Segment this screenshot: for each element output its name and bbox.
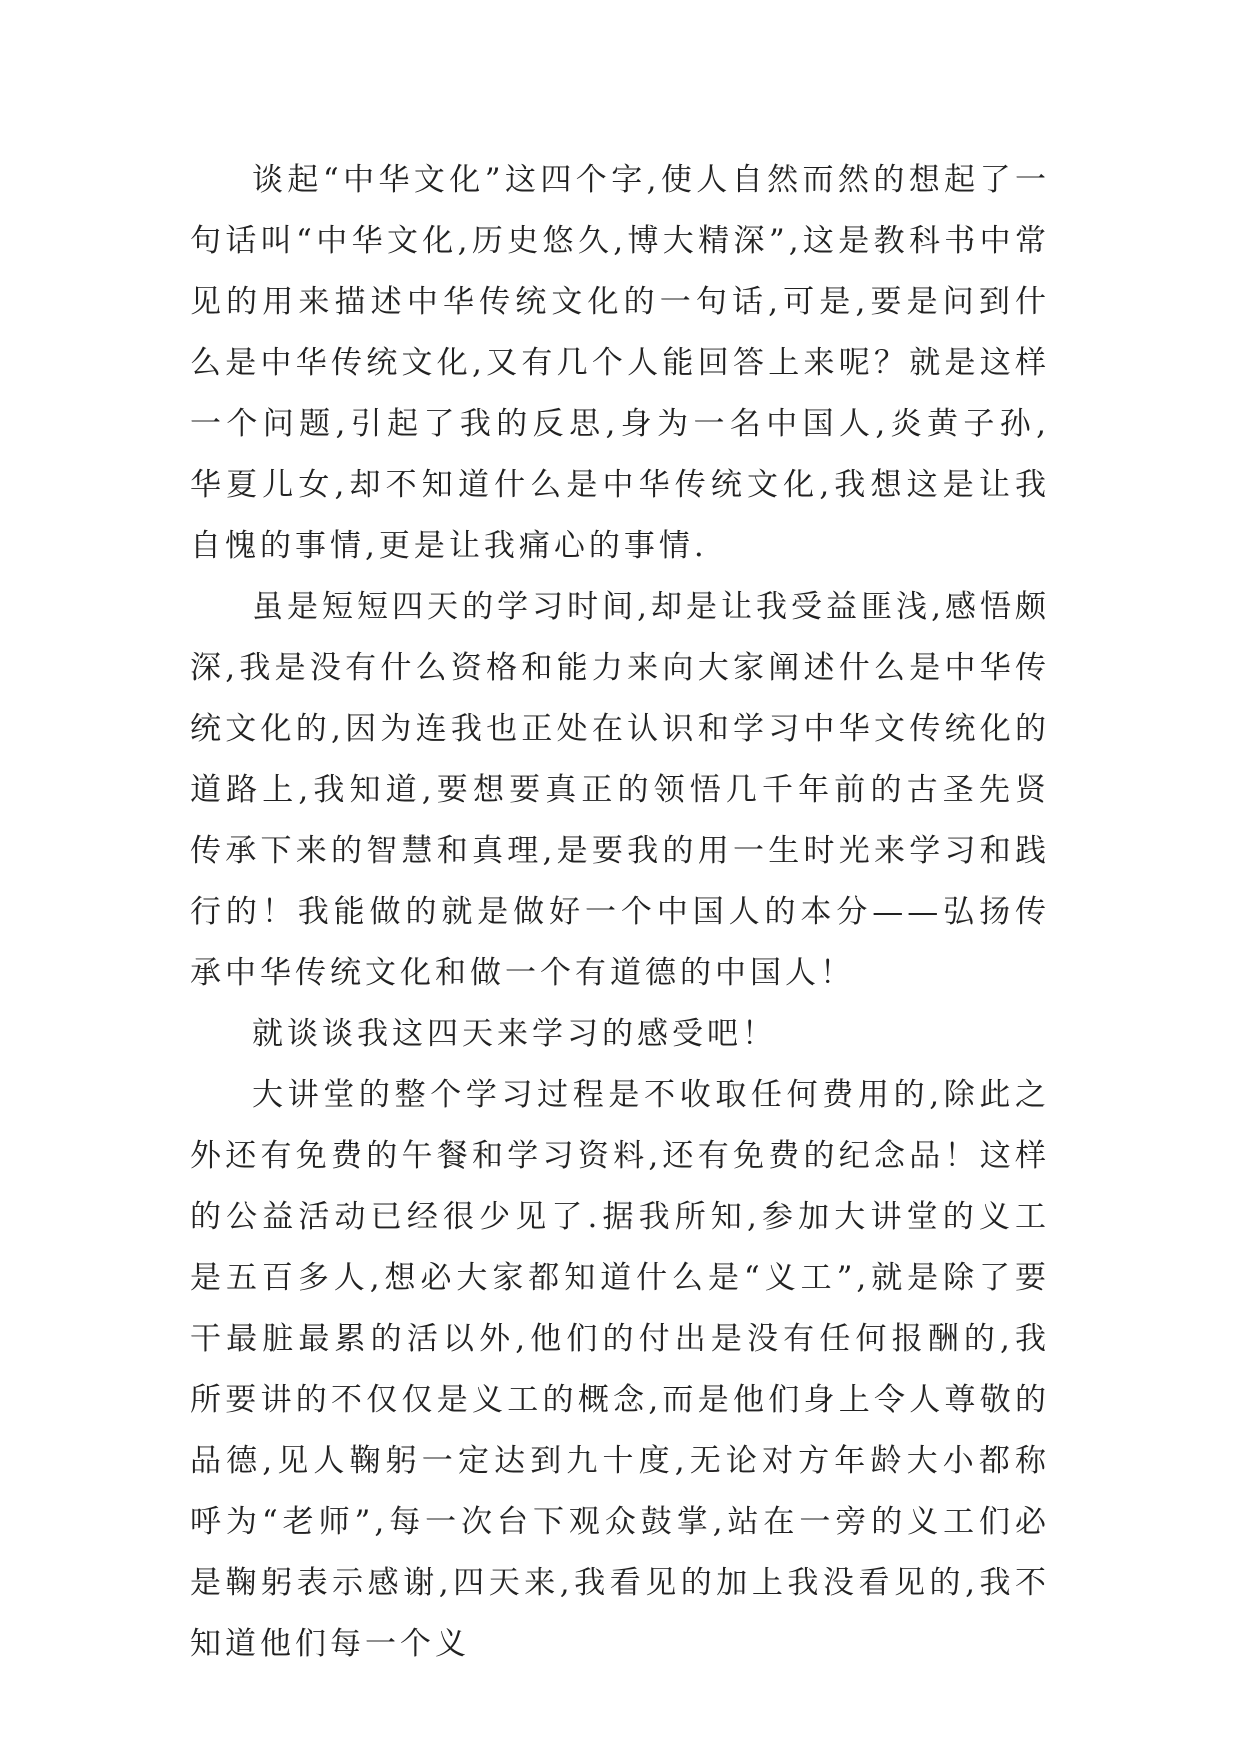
body-text: [190, 150, 1050, 1675]
paragraph: 大讲堂的整个学习过程是不收取任何费用的,除此之外还有免费的午餐和学习资料,还有免费的纪念品！这样的公益活动已经很少见了.据我所知,参加大讲堂的义工是五百多人,想必大家都知道什么是“义工”,就是除了要干最脏最累的活以外,他们的付出是没有任何报酬的,我所要讲的不仅仅是义工的概念,而是他们身上令人尊敬的品德,见人鞠躬一定达到九十度,无论对方年龄大小都称呼为“老师”,每一次台下观众鼓掌,站在一旁的义工们必是鞠躬表示感谢,四天来,我看见的加上我没看见的,我不知道他们每一个义: [190, 1077, 1050, 1662]
paragraph: 虽是短短四天的学习时间,却是让我受益匪浅,感悟颇深,我是没有什么资格和能力来向大家阐述什么是中华传统文化的,因为连我也正处在认识和学习中华文传统化的道路上,我知道,要想要真正的领悟几千年前的古圣先贤传承下来的智慧和真理,是要我的用一生时光来学习和践行的！我能做的就是做好一个中国人的本分——弘扬传承中华传统文化和做一个有道德的中国人！: [190, 589, 1050, 991]
paragraph: 谈起“中华文化”这四个字,使人自然而然的想起了一句话叫“中华文化,历史悠久,博大精深”,这是教科书中常见的用来描述中华传统文化的一句话,可是,要是问到什么是中华传统文化,又有几个人能回答上来呢？就是这样一个问题,引起了我的反思,身为一名中国人,炎黄子孙,华夏儿女,却不知道什么是中华传统文化,我想这是让我自愧的事情,更是让我痛心的事情.: [190, 162, 1050, 564]
paragraph: 就谈谈我这四天来学习的感受吧！: [252, 1016, 777, 1052]
